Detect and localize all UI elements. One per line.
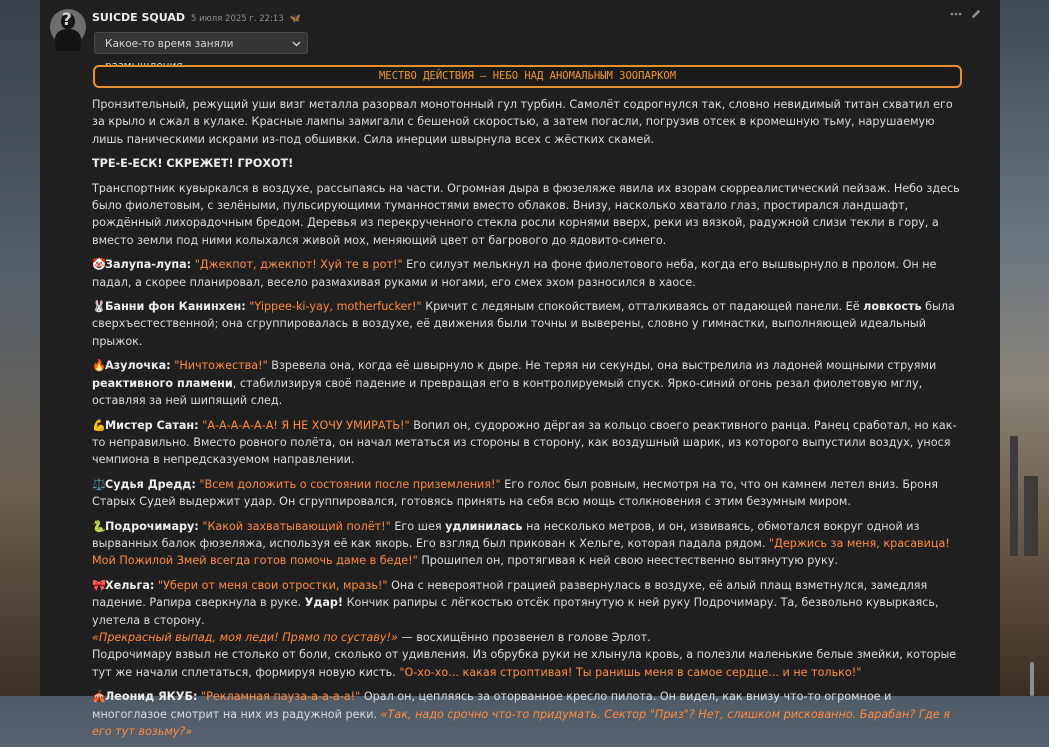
background-right [1000,0,1049,696]
character-quote: "Держись за меня, красавица! Мой Пожилой Змей всегда готов помочь даме в беде!" [92,536,950,568]
narration: Кричит с ледяным спокойствием, отталкиваясь от падающей панели. Её [425,300,860,314]
forum-post [40,0,1000,738]
narration: Его силуэт мелькнул на фоне фиолетового неба, когда его вышвырнуло в пролом. Он не падал, а скорее планировал, весело размахивая руками и ногами, его смех эхом разносился в хаосе. [92,258,937,289]
butterfly-icon: 🦋 [289,14,301,24]
bold-text: удлинилась [445,519,523,533]
character-quote: "Джекпот, джекпот! Хуй те в рот!" [194,258,403,272]
character-quote: "Убери от меня свои отростки, мразь!" [157,578,388,592]
character-paragraph [92,518,968,570]
character-paragraph [92,417,968,469]
paragraph-landscape: Транспортник кувыркался в воздухе, рассыпаясь на части. Огромная дыра в фюзеляже явила их взорам сюрреалистический пейзаж. Небо здесь было фиолетовым, с зелёными, пульсирующими туманностями вместо облаков. Внизу, насколько хватало глаз, простирался ландшафт, рождённый лихорадочным бредом. Деревья из перекрученного стекла росли корнями вверх, реки из вязкой, радужной слизи текли в гору, а вместо земли под ними колыхался живой мох, меняющий цвет от багрового до ядовито-синего. [92,181,960,247]
character-quote: "А-А-А-А-А-А! Я НЕ ХОЧУ УМИРАТЬ!" [202,418,410,432]
character-name: Хельга: [105,578,155,592]
italic-quote: «Так, надо срочно что-то придумать. Сектор "Приз"? Нет, слишком рискованно. Барабан? Где я его тут возьму?» [92,707,950,738]
character-name: Азулочка: [105,359,171,373]
bold-text: реактивного пламени [92,376,233,390]
character-quote: "О-хо-хо... какая строптивая! Ты ранишь меня в самое сердце... и не только!" [399,665,862,679]
paragraph-intro: Пронзительный, режущий уши визг металла разорвал монотонный гул турбин. Самолёт содрогнулся так, словно невидимый титан схватил его за крыло и сжал в кулаке. Красные лампы замигали с бешеной скоростью, а затем погасли, погрузив отсек в кромешную тьму, нарушаемую лишь паническими искрами из-под обшивки. Сила инерции швырнула всех с жёстких скамей. [92,98,953,146]
character-name: Банни фон Канинхен: [105,300,246,314]
post-header [92,11,301,24]
snake-icon: 🐍 [92,519,106,533]
more-icon[interactable] [950,12,962,16]
narration: — восхищённо прозвенел в голове Эрлот. [401,630,651,644]
character-name: Залупа-лупа: [105,258,192,272]
background-left [0,0,40,696]
crash-text: ТРЕ-Е-ЕСК! СКРЕЖЕТ! ГРОХОТ! [92,157,294,171]
bold-text: ловкость [863,300,922,314]
narration: Кончик рапиры с лёгкостью отсёк протянутую к ней руку Подрочимару. Та, безвольно кувыркаясь, улетела в сторону. [92,596,939,627]
character-paragraph [92,688,968,740]
location-banner: МЕСТВО ДЕЙСТВИЯ – НЕБО НАД АНОМАЛЬНЫМ ЗООПАРКОМ [93,65,962,88]
narration: была сверхъестественной; она сгруппировалась в воздухе, её движения были точны и выверены, словно у гимнастки, выполняющей идеальный прыжок. [92,300,955,348]
narration: Вопил он, судорожно дёргая за кольцо своего реактивного ранца. Ранец сработал, но как-то неправильно. Вместо ровного полёта, он начал метаться из стороны в сторону, как воздушный шарик, из которого выпустили воздух, унося чемпиона в непредсказуемом направлении. [92,418,957,467]
ribbon-icon: 🎀 [92,578,106,592]
character-paragraph [92,298,968,350]
italic-quote: «Прекрасный выпад, моя леди! Прямо по суставу!» [92,630,398,644]
character-paragraph [92,256,968,291]
narration: Прошипел он, протягивая к ней свою неестественно вытянутую руку. [421,554,838,568]
character-name: Подрочимару: [105,519,199,533]
bold-text: Удар! [304,596,344,610]
post-date[interactable]: 5 июля 2025 г. 22:13 [191,14,284,24]
narration: Орал он, цепляясь за оторванное кресло пилота. Он видел, как внизу что-то огромное и многоглазое смотрит на них из радужной реки. [92,690,892,721]
character-quote: "Всем доложить о состоянии после приземления!" [199,477,501,491]
background-tower [1024,476,1038,556]
scales-icon: ⚖️ [92,477,106,491]
avatar[interactable] [50,9,86,45]
post-tools [950,8,982,20]
character-quote: "Yippee-ki-yay, motherfucker!" [249,300,422,314]
paragraph-crash [92,155,968,172]
clown-icon: 🤡 [92,258,106,272]
character-name: Судья Дредд: [105,477,196,491]
author-name[interactable]: SUICDE SQUAD [92,11,186,24]
flexed-biceps-icon: 💪 [92,418,106,432]
chevron-down-icon [292,33,301,63]
scrollbar[interactable] [1030,662,1034,696]
character-paragraph [92,357,968,409]
narration: Взревела она, когда её швырнуло к дыре. Не теряя ни секунды, она выстрелила из ладоней мощными струями [271,359,937,373]
narration: Она с невероятной грацией развернулась в воздухе, её алый плащ взметнулся, замедляя падение. Рапира сверкнула в руке. [92,578,928,610]
edit-icon[interactable] [970,8,982,20]
select-value: Какое-то время заняли [105,38,234,50]
narration: Его голос был ровным, несмотря на то, что он камнем летел вниз. Броня Старых Судей выдержит удар. Он сгруппировался, готовясь принять на себя всю мощь столкновения с этим безумным миром. [92,477,938,509]
narration: Его шея [394,519,442,533]
thought-select[interactable] [94,32,308,54]
post-content [92,96,968,747]
narration: на несколько метров, и он, извиваясь, обмотался вокруг одной из вырванных балок фюзеляжа, используя её как якорь. Его взгляд был прикован к Хельге, которая падала рядом. [92,519,920,550]
character-name: Леонид ЯКУБ: [105,690,198,704]
rabbit-icon: 🐰 [92,300,106,314]
circus-tent-icon: 🎪 [92,690,106,704]
character-paragraph [92,476,968,511]
character-quote: "Рекламная пауза-а-а-а-а!" [201,690,361,704]
narration: Подрочимару взвыл не столько от боли, сколько от удивления. Из обрубка руки не хлынула кровь, а полезли маленькие белые змейки, которые тут же начали сплетаться, формируя новую кисть. [92,648,957,679]
character-quote: "Ничтожества!" [174,359,268,373]
narration: , стабилизируя своё падение и превращая его в контролируемый спуск. Ярко-синий огонь резал фиолетовую мглу, оставляя за ней шипящий след. [92,376,923,408]
character-quote: "Какой захватывающий полёт!" [202,519,391,533]
character-name: Мистер Сатан: [105,418,199,432]
avatar-question-mark: ? [62,10,72,30]
fire-icon: 🔥 [92,359,106,373]
background-tower [1010,436,1018,556]
character-paragraph [92,577,968,681]
